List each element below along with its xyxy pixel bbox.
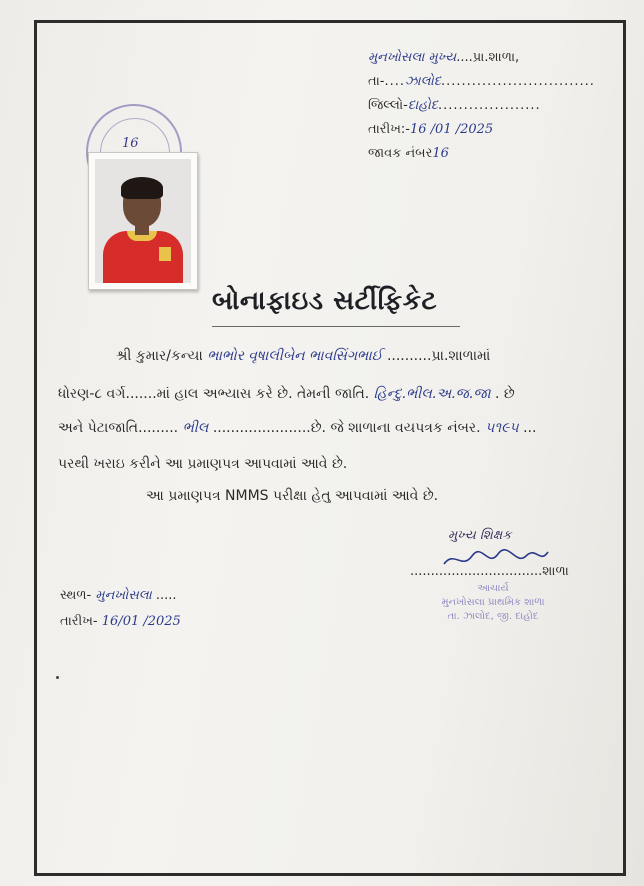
taluka-row: તા- .... ઝાલોદ .............................. xyxy=(368,74,595,89)
district-value: દાહોદ xyxy=(407,98,438,113)
photo-patch xyxy=(159,247,171,261)
ink-dot xyxy=(56,676,59,679)
outward-row xyxy=(368,136,595,160)
footer-date-value: 16/01 /2025 xyxy=(101,614,181,629)
outward-number: 16 xyxy=(432,146,449,161)
photo-hair xyxy=(121,177,163,199)
student-photo xyxy=(88,152,198,290)
district-row: જિલ્લો- દાહોદ .................... xyxy=(368,98,541,113)
student-name: ભાભોર વૃષાલીબેન ભાવસિંગભાઈ xyxy=(207,348,383,364)
signature-label: મુખ્ય શિક્ષક xyxy=(448,528,512,543)
principal-stamp: આચાર્ય મુનખોસલા પ્રાથમિક શાળા તા. ઝાલોદ, જી. દાહોદ xyxy=(441,583,545,622)
place-value: મુનખોસલા xyxy=(95,588,152,603)
school-suffix: ....પ્રા.શાળા, xyxy=(456,50,520,65)
caste-value: હિન્દુ.ભીલ.અ.જ.જા xyxy=(373,386,491,402)
certificate-title: બોનાફાઇડ સર્ટીફિકેટ xyxy=(212,286,438,316)
certificate-header xyxy=(368,40,595,160)
body-line-3: અને પેટાજાતિ......... ભીલ ......................છે. જે શાળાના વયપત્રક નંબર. ૫૧૯૫ ... xyxy=(58,420,537,436)
body-line-2: ધોરણ-૮ વર્ગ.......માં હાલ અભ્યાસ કરે છે. તેમની જાતિ. હિન્દુ.ભીલ.અ.જ.જા . છે xyxy=(58,386,515,402)
district-label: જિલ્લો- xyxy=(368,98,408,113)
footer-date-line: તારીખ- 16/01 /2025 xyxy=(60,614,181,629)
signature-dots: ................................શાળા xyxy=(410,564,569,579)
place-line: સ્થળ- મુનખોસલા ..... xyxy=(60,588,177,603)
stamp-number: 16 xyxy=(122,136,139,151)
body-line-1: શ્રી કુમાર/કન્યા ભાભોર વૃષાલીબેન ભાવસિંગભાઈ ..........પ્રા.શાળામાં xyxy=(116,348,491,364)
body-line-4: પરથી ખરાઇ કરીને આ પ્રમાણપત્ર આપવામાં આવે છે. xyxy=(58,456,348,472)
school-name: મુનખોસલા મુખ્ય xyxy=(368,50,457,65)
date-value: 16 /01 /2025 xyxy=(410,122,494,137)
title-underline xyxy=(212,326,460,327)
date-row xyxy=(368,112,595,136)
signature-block xyxy=(404,528,614,628)
body-line-5: આ પ્રમાણપત્ર NMMS પરીક્ષા હેતુ આપવામાં આવે છે. xyxy=(146,488,439,504)
photo-background xyxy=(95,159,191,283)
school-row xyxy=(368,40,595,64)
taluka-value: ઝાલોદ xyxy=(405,74,441,89)
date-label: તારીખ:- xyxy=(368,122,410,137)
outward-label: જાવક નંબર xyxy=(368,146,433,161)
gr-number: ૫૧૯૫ xyxy=(485,420,519,436)
subcaste-value: ભીલ xyxy=(182,420,209,436)
taluka-label: તા- xyxy=(368,74,385,89)
